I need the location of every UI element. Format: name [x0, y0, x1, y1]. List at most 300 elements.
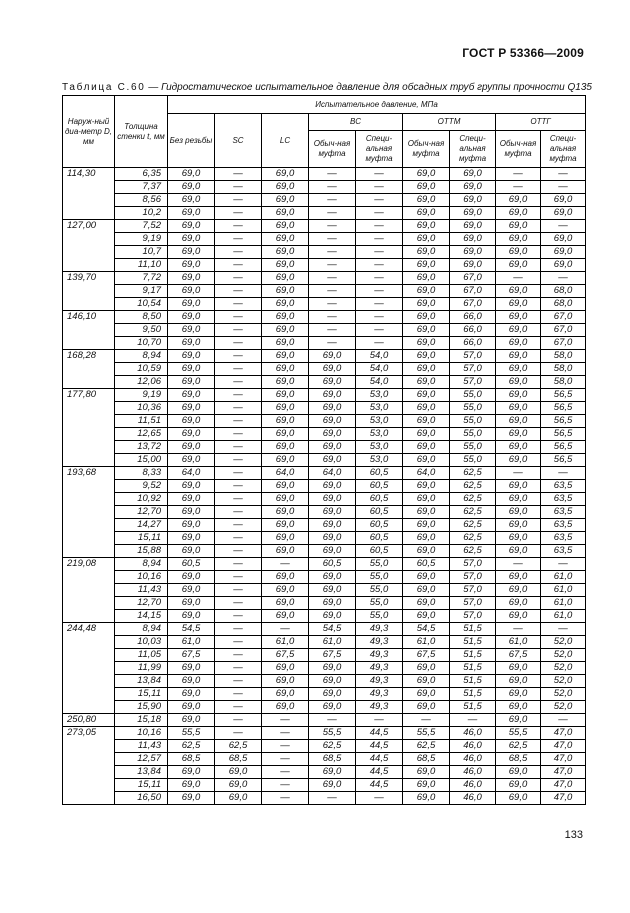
- table-row: [63, 649, 586, 662]
- cell-outer-diameter: 219,08: [63, 558, 115, 623]
- cell-pressure-value: —: [215, 714, 262, 727]
- cell-pressure-value: 60,5: [356, 467, 403, 480]
- cell-pressure-value: —: [215, 220, 262, 233]
- cell-pressure-value: 69,0: [309, 389, 356, 402]
- cell-pressure-value: 56,5: [541, 402, 586, 415]
- header-ottm-special: Специ-альная муфта: [450, 131, 496, 168]
- cell-pressure-value: —: [403, 714, 450, 727]
- cell-wall-thickness: 7,37: [115, 181, 168, 194]
- cell-pressure-value: 69,0: [168, 415, 215, 428]
- cell-pressure-value: 69,0: [403, 376, 450, 389]
- table-row: [63, 324, 586, 337]
- header-plain-end: Без резьбы: [168, 114, 215, 168]
- cell-pressure-value: —: [215, 623, 262, 636]
- cell-pressure-value: —: [262, 623, 309, 636]
- cell-pressure-value: 51,5: [450, 701, 496, 714]
- cell-pressure-value: 69,0: [168, 662, 215, 675]
- cell-pressure-value: 69,0: [403, 441, 450, 454]
- cell-pressure-value: 69,0: [496, 662, 541, 675]
- cell-pressure-value: —: [356, 168, 403, 181]
- cell-pressure-value: 53,0: [356, 454, 403, 467]
- cell-pressure-value: 69,0: [309, 584, 356, 597]
- cell-pressure-value: —: [215, 272, 262, 285]
- cell-pressure-value: 67,0: [541, 311, 586, 324]
- cell-wall-thickness: 13,84: [115, 675, 168, 688]
- cell-pressure-value: 55,0: [356, 597, 403, 610]
- cell-pressure-value: —: [215, 545, 262, 558]
- header-test-pressure: Испытательное давление, МПа: [168, 96, 586, 114]
- cell-pressure-value: —: [541, 558, 586, 571]
- cell-pressure-value: 52,0: [541, 675, 586, 688]
- cell-pressure-value: 69,0: [215, 779, 262, 792]
- cell-pressure-value: 47,0: [541, 753, 586, 766]
- cell-pressure-value: 69,0: [168, 402, 215, 415]
- cell-pressure-value: 69,0: [309, 480, 356, 493]
- cell-pressure-value: 69,0: [403, 207, 450, 220]
- table-row: [63, 428, 586, 441]
- cell-pressure-value: 63,5: [541, 480, 586, 493]
- cell-pressure-value: 69,0: [403, 181, 450, 194]
- cell-pressure-value: 51,5: [450, 675, 496, 688]
- table-row: [63, 402, 586, 415]
- cell-pressure-value: —: [215, 480, 262, 493]
- cell-pressure-value: 68,5: [309, 753, 356, 766]
- cell-pressure-value: 69,0: [309, 766, 356, 779]
- cell-pressure-value: 69,0: [168, 389, 215, 402]
- cell-pressure-value: 69,0: [262, 324, 309, 337]
- cell-pressure-value: 69,0: [262, 233, 309, 246]
- cell-wall-thickness: 9,17: [115, 285, 168, 298]
- cell-pressure-value: —: [541, 623, 586, 636]
- table-row: [63, 259, 586, 272]
- cell-pressure-value: —: [309, 246, 356, 259]
- table-row: [63, 675, 586, 688]
- cell-pressure-value: 69,0: [309, 688, 356, 701]
- cell-pressure-value: 67,0: [541, 324, 586, 337]
- cell-pressure-value: —: [262, 779, 309, 792]
- cell-pressure-value: 60,5: [356, 532, 403, 545]
- cell-pressure-value: 55,0: [450, 441, 496, 454]
- cell-pressure-value: 60,5: [309, 558, 356, 571]
- cell-pressure-value: 49,3: [356, 688, 403, 701]
- cell-pressure-value: 58,0: [541, 376, 586, 389]
- cell-pressure-value: —: [356, 207, 403, 220]
- cell-pressure-value: —: [496, 558, 541, 571]
- table-row: [63, 181, 586, 194]
- cell-pressure-value: 55,0: [450, 428, 496, 441]
- cell-pressure-value: 69,0: [168, 363, 215, 376]
- cell-wall-thickness: 10,03: [115, 636, 168, 649]
- cell-pressure-value: 69,0: [541, 259, 586, 272]
- cell-pressure-value: 69,0: [496, 675, 541, 688]
- cell-pressure-value: 69,0: [496, 350, 541, 363]
- cell-wall-thickness: 14,15: [115, 610, 168, 623]
- cell-pressure-value: 69,0: [496, 298, 541, 311]
- cell-pressure-value: 69,0: [309, 662, 356, 675]
- cell-pressure-value: 69,0: [168, 246, 215, 259]
- cell-wall-thickness: 10,70: [115, 337, 168, 350]
- cell-pressure-value: 62,5: [450, 480, 496, 493]
- cell-pressure-value: 62,5: [450, 545, 496, 558]
- cell-wall-thickness: 15,11: [115, 532, 168, 545]
- cell-pressure-value: 69,0: [403, 779, 450, 792]
- cell-pressure-value: —: [215, 532, 262, 545]
- cell-pressure-value: 69,0: [168, 324, 215, 337]
- cell-pressure-value: 69,0: [309, 545, 356, 558]
- cell-pressure-value: 69,0: [496, 311, 541, 324]
- cell-pressure-value: 69,0: [262, 688, 309, 701]
- cell-pressure-value: 69,0: [168, 571, 215, 584]
- table-row: [63, 506, 586, 519]
- table-row: [63, 220, 586, 233]
- cell-pressure-value: —: [309, 207, 356, 220]
- cell-pressure-value: 68,5: [496, 753, 541, 766]
- cell-pressure-value: 55,0: [356, 571, 403, 584]
- cell-pressure-value: 55,5: [168, 727, 215, 740]
- cell-wall-thickness: 12,06: [115, 376, 168, 389]
- cell-wall-thickness: 15,18: [115, 714, 168, 727]
- cell-pressure-value: —: [215, 402, 262, 415]
- cell-pressure-value: 69,0: [168, 610, 215, 623]
- cell-pressure-value: 63,5: [541, 545, 586, 558]
- cell-pressure-value: 69,0: [403, 584, 450, 597]
- cell-pressure-value: —: [309, 233, 356, 246]
- cell-pressure-value: —: [215, 519, 262, 532]
- cell-pressure-value: 57,0: [450, 376, 496, 389]
- table-row: [63, 376, 586, 389]
- cell-pressure-value: —: [356, 194, 403, 207]
- header-ottm-normal: Обыч-ная муфта: [403, 131, 450, 168]
- cell-pressure-value: 51,5: [450, 623, 496, 636]
- cell-pressure-value: 69,0: [262, 493, 309, 506]
- cell-pressure-value: —: [215, 337, 262, 350]
- cell-wall-thickness: 10,36: [115, 402, 168, 415]
- cell-wall-thickness: 15,00: [115, 454, 168, 467]
- cell-outer-diameter: 244,48: [63, 623, 115, 714]
- cell-pressure-value: —: [356, 246, 403, 259]
- cell-pressure-value: 69,0: [168, 272, 215, 285]
- cell-pressure-value: 69,0: [450, 194, 496, 207]
- cell-pressure-value: 57,0: [450, 558, 496, 571]
- cell-pressure-value: 69,0: [168, 714, 215, 727]
- header-ottg-special: Специ-альная муфта: [541, 131, 586, 168]
- cell-wall-thickness: 13,84: [115, 766, 168, 779]
- cell-wall-thickness: 10,59: [115, 363, 168, 376]
- cell-pressure-value: 66,0: [450, 337, 496, 350]
- header-bc: ВС: [309, 114, 403, 131]
- cell-pressure-value: —: [356, 311, 403, 324]
- cell-pressure-value: —: [262, 766, 309, 779]
- cell-pressure-value: 49,3: [356, 649, 403, 662]
- cell-pressure-value: 69,0: [262, 389, 309, 402]
- cell-pressure-value: 69,0: [168, 688, 215, 701]
- cell-wall-thickness: 11,51: [115, 415, 168, 428]
- cell-pressure-value: —: [215, 168, 262, 181]
- cell-pressure-value: —: [496, 168, 541, 181]
- cell-pressure-value: 62,5: [450, 519, 496, 532]
- cell-pressure-value: —: [215, 246, 262, 259]
- cell-pressure-value: —: [356, 181, 403, 194]
- cell-pressure-value: 69,0: [496, 415, 541, 428]
- table-body: [63, 168, 586, 805]
- cell-pressure-value: —: [215, 311, 262, 324]
- cell-pressure-value: 55,5: [496, 727, 541, 740]
- table-row: [63, 337, 586, 350]
- table-row: [63, 493, 586, 506]
- cell-pressure-value: 47,0: [541, 727, 586, 740]
- cell-pressure-value: 69,0: [309, 610, 356, 623]
- cell-pressure-value: 55,0: [356, 610, 403, 623]
- cell-outer-diameter: 168,28: [63, 350, 115, 389]
- table-row: [63, 363, 586, 376]
- table-row: [63, 350, 586, 363]
- cell-pressure-value: 69,0: [403, 298, 450, 311]
- table-row: [63, 415, 586, 428]
- cell-pressure-value: 47,0: [541, 792, 586, 805]
- cell-pressure-value: 69,0: [496, 597, 541, 610]
- header-ottg-normal: Обыч-ная муфта: [496, 131, 541, 168]
- cell-pressure-value: 69,0: [403, 220, 450, 233]
- table-row: [63, 636, 586, 649]
- cell-pressure-value: 69,0: [309, 675, 356, 688]
- cell-wall-thickness: 15,90: [115, 701, 168, 714]
- cell-pressure-value: —: [541, 220, 586, 233]
- cell-pressure-value: 67,5: [168, 649, 215, 662]
- cell-pressure-value: 69,0: [496, 493, 541, 506]
- cell-pressure-value: 69,0: [309, 363, 356, 376]
- cell-pressure-value: 47,0: [541, 740, 586, 753]
- table-row: [63, 519, 586, 532]
- cell-pressure-value: —: [356, 220, 403, 233]
- cell-pressure-value: 69,0: [403, 597, 450, 610]
- cell-pressure-value: 63,5: [541, 519, 586, 532]
- table-row: [63, 714, 586, 727]
- page-number: 133: [564, 829, 583, 841]
- cell-pressure-value: 69,0: [309, 597, 356, 610]
- cell-pressure-value: —: [356, 285, 403, 298]
- cell-pressure-value: 69,0: [496, 376, 541, 389]
- table-row: [63, 272, 586, 285]
- cell-pressure-value: 54,0: [356, 350, 403, 363]
- cell-pressure-value: 69,0: [496, 766, 541, 779]
- cell-pressure-value: —: [356, 714, 403, 727]
- cell-wall-thickness: 9,52: [115, 480, 168, 493]
- table-row: [63, 246, 586, 259]
- cell-pressure-value: —: [356, 337, 403, 350]
- cell-pressure-value: 69,0: [496, 246, 541, 259]
- cell-pressure-value: —: [496, 272, 541, 285]
- cell-pressure-value: 69,0: [403, 168, 450, 181]
- cell-pressure-value: 69,0: [262, 480, 309, 493]
- cell-pressure-value: 68,5: [215, 753, 262, 766]
- cell-pressure-value: 69,0: [168, 441, 215, 454]
- cell-pressure-value: 69,0: [403, 701, 450, 714]
- table-row: [63, 753, 586, 766]
- cell-pressure-value: 49,3: [356, 675, 403, 688]
- cell-pressure-value: 69,0: [309, 493, 356, 506]
- cell-pressure-value: 53,0: [356, 428, 403, 441]
- cell-pressure-value: 69,0: [262, 610, 309, 623]
- cell-wall-thickness: 7,52: [115, 220, 168, 233]
- cell-pressure-value: 60,5: [356, 519, 403, 532]
- cell-pressure-value: —: [215, 233, 262, 246]
- cell-pressure-value: —: [356, 298, 403, 311]
- cell-pressure-value: —: [356, 324, 403, 337]
- cell-pressure-value: 69,0: [262, 662, 309, 675]
- cell-pressure-value: —: [215, 259, 262, 272]
- cell-pressure-value: —: [262, 792, 309, 805]
- cell-pressure-value: 68,5: [403, 753, 450, 766]
- cell-pressure-value: 54,5: [309, 623, 356, 636]
- cell-pressure-value: 69,0: [403, 233, 450, 246]
- table-caption-title: — Гидростатическое испытательное давление для обсадных труб группы прочности Q135: [148, 82, 592, 93]
- cell-pressure-value: 69,0: [215, 792, 262, 805]
- cell-pressure-value: 69,0: [262, 337, 309, 350]
- cell-pressure-value: 69,0: [403, 792, 450, 805]
- table-row: [63, 623, 586, 636]
- cell-pressure-value: 69,0: [496, 363, 541, 376]
- cell-pressure-value: 62,5: [168, 740, 215, 753]
- cell-pressure-value: 69,0: [168, 428, 215, 441]
- table-row: [63, 740, 586, 753]
- cell-wall-thickness: 10,54: [115, 298, 168, 311]
- cell-pressure-value: 69,0: [262, 246, 309, 259]
- cell-pressure-value: 69,0: [403, 571, 450, 584]
- cell-pressure-value: 66,0: [450, 311, 496, 324]
- cell-pressure-value: 69,0: [168, 194, 215, 207]
- cell-pressure-value: 46,0: [450, 779, 496, 792]
- cell-pressure-value: 55,0: [450, 402, 496, 415]
- cell-pressure-value: —: [215, 675, 262, 688]
- cell-pressure-value: 69,0: [496, 714, 541, 727]
- cell-pressure-value: 69,0: [262, 597, 309, 610]
- cell-pressure-value: 69,0: [168, 298, 215, 311]
- header-bc-special: Специ-альная муфта: [356, 131, 403, 168]
- cell-pressure-value: 69,0: [262, 454, 309, 467]
- cell-pressure-value: 62,5: [215, 740, 262, 753]
- table-row: [63, 298, 586, 311]
- cell-pressure-value: 46,0: [450, 792, 496, 805]
- cell-pressure-value: 61,0: [541, 571, 586, 584]
- cell-wall-thickness: 11,05: [115, 649, 168, 662]
- cell-pressure-value: 44,5: [356, 766, 403, 779]
- cell-pressure-value: 69,0: [168, 220, 215, 233]
- cell-pressure-value: 69,0: [262, 207, 309, 220]
- cell-pressure-value: —: [309, 324, 356, 337]
- cell-pressure-value: —: [309, 337, 356, 350]
- cell-pressure-value: 69,0: [496, 610, 541, 623]
- cell-pressure-value: 58,0: [541, 350, 586, 363]
- cell-outer-diameter: 127,00: [63, 220, 115, 272]
- cell-pressure-value: 63,5: [541, 493, 586, 506]
- table-row: [63, 792, 586, 805]
- cell-wall-thickness: 7,72: [115, 272, 168, 285]
- cell-pressure-value: 69,0: [168, 207, 215, 220]
- cell-wall-thickness: 10,92: [115, 493, 168, 506]
- cell-pressure-value: 51,5: [450, 649, 496, 662]
- cell-pressure-value: —: [356, 792, 403, 805]
- cell-pressure-value: 69,0: [262, 311, 309, 324]
- cell-pressure-value: 69,0: [496, 207, 541, 220]
- table-row: [63, 441, 586, 454]
- cell-wall-thickness: 11,10: [115, 259, 168, 272]
- cell-pressure-value: 63,5: [541, 506, 586, 519]
- table-caption-label: Таблица С.60: [62, 82, 146, 93]
- cell-pressure-value: —: [356, 272, 403, 285]
- cell-pressure-value: 69,0: [496, 402, 541, 415]
- cell-pressure-value: —: [541, 714, 586, 727]
- cell-pressure-value: 69,0: [496, 792, 541, 805]
- cell-pressure-value: 69,0: [450, 233, 496, 246]
- cell-pressure-value: 69,0: [262, 298, 309, 311]
- cell-pressure-value: 69,0: [403, 610, 450, 623]
- cell-pressure-value: 46,0: [450, 753, 496, 766]
- cell-pressure-value: 69,0: [168, 493, 215, 506]
- cell-pressure-value: —: [356, 233, 403, 246]
- cell-pressure-value: 69,0: [450, 259, 496, 272]
- cell-wall-thickness: 9,19: [115, 389, 168, 402]
- cell-pressure-value: 68,0: [541, 298, 586, 311]
- cell-pressure-value: 69,0: [403, 259, 450, 272]
- cell-pressure-value: 44,5: [356, 779, 403, 792]
- cell-pressure-value: 69,0: [403, 428, 450, 441]
- cell-pressure-value: 69,0: [496, 428, 541, 441]
- cell-pressure-value: 69,0: [403, 675, 450, 688]
- table-caption: [62, 82, 592, 93]
- cell-pressure-value: 62,5: [403, 740, 450, 753]
- cell-pressure-value: 57,0: [450, 350, 496, 363]
- table-row: [63, 571, 586, 584]
- cell-pressure-value: —: [215, 610, 262, 623]
- cell-pressure-value: 58,0: [541, 363, 586, 376]
- cell-pressure-value: 61,0: [541, 597, 586, 610]
- cell-pressure-value: 69,0: [262, 441, 309, 454]
- cell-pressure-value: 46,0: [450, 766, 496, 779]
- cell-wall-thickness: 12,70: [115, 506, 168, 519]
- cell-outer-diameter: 146,10: [63, 311, 115, 350]
- cell-pressure-value: 49,3: [356, 623, 403, 636]
- cell-wall-thickness: 11,99: [115, 662, 168, 675]
- cell-pressure-value: 69,0: [450, 220, 496, 233]
- cell-pressure-value: 61,0: [309, 636, 356, 649]
- cell-pressure-value: 54,0: [356, 376, 403, 389]
- cell-pressure-value: 53,0: [356, 415, 403, 428]
- cell-pressure-value: —: [262, 753, 309, 766]
- cell-pressure-value: 69,0: [496, 220, 541, 233]
- cell-pressure-value: 69,0: [496, 194, 541, 207]
- cell-pressure-value: —: [541, 168, 586, 181]
- cell-pressure-value: 69,0: [168, 285, 215, 298]
- cell-pressure-value: 57,0: [450, 571, 496, 584]
- cell-wall-thickness: 11,43: [115, 740, 168, 753]
- cell-pressure-value: 69,0: [262, 402, 309, 415]
- cell-pressure-value: 69,0: [403, 389, 450, 402]
- cell-pressure-value: —: [215, 649, 262, 662]
- cell-pressure-value: 61,0: [403, 636, 450, 649]
- cell-pressure-value: 61,0: [496, 636, 541, 649]
- cell-wall-thickness: 8,33: [115, 467, 168, 480]
- cell-pressure-value: 69,0: [403, 415, 450, 428]
- cell-pressure-value: 61,0: [168, 636, 215, 649]
- cell-pressure-value: —: [496, 181, 541, 194]
- cell-pressure-value: 47,0: [541, 766, 586, 779]
- cell-pressure-value: 69,0: [309, 428, 356, 441]
- cell-pressure-value: 69,0: [168, 584, 215, 597]
- cell-pressure-value: 49,3: [356, 701, 403, 714]
- cell-wall-thickness: 12,57: [115, 753, 168, 766]
- cell-pressure-value: —: [215, 506, 262, 519]
- cell-pressure-value: 68,5: [168, 753, 215, 766]
